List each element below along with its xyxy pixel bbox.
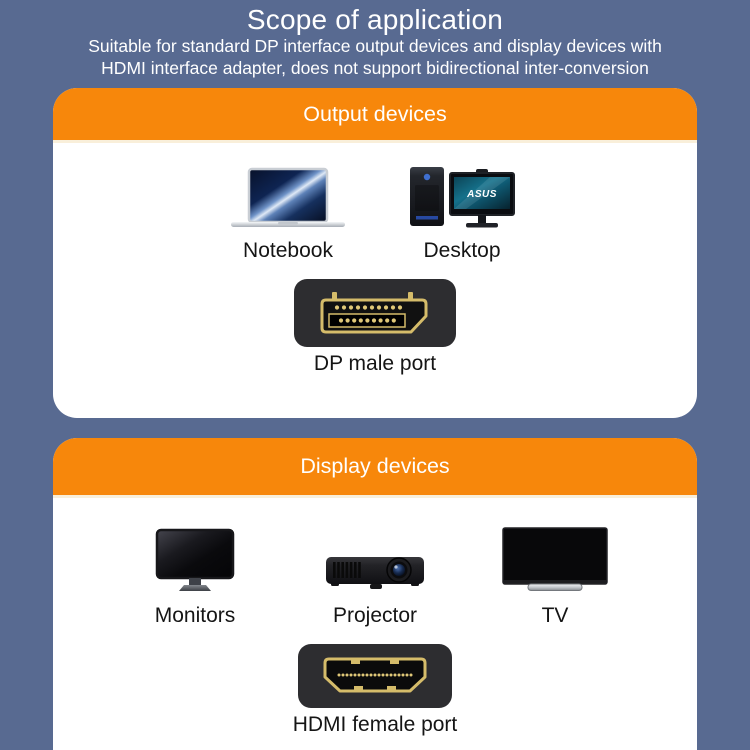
notebook-label: Notebook: [243, 239, 333, 262]
display-devices-card: [53, 438, 697, 750]
tv-art: [480, 526, 630, 592]
hdmi-female-port-icon: [298, 644, 452, 708]
dp-port-figure: [53, 279, 697, 376]
output-device-row: [53, 143, 697, 263]
page-subtitle-line1: Suitable for standard DP interface output devices and display devices with: [88, 36, 662, 56]
desktop-art: [382, 165, 542, 229]
output-devices-header: Output devices: [53, 88, 697, 143]
monitor-figure: [120, 526, 270, 628]
notebook-art: [208, 165, 368, 229]
monitor-art: [120, 526, 270, 592]
hdmi-port-figure: [53, 644, 697, 737]
projector-figure: [300, 526, 450, 628]
projector-art: [300, 526, 450, 592]
tv-figure: [480, 526, 630, 628]
display-device-row: [53, 498, 697, 628]
output-devices-body: [53, 143, 697, 376]
page-title: Scope of application: [246, 4, 504, 35]
asus-logo-text: ASUS: [467, 189, 497, 200]
dp-port-label: DP male port: [313, 352, 437, 375]
projector-label: Projector: [332, 604, 418, 627]
projector-icon: [323, 550, 427, 592]
dp-male-port-icon: [294, 279, 456, 347]
hdmi-port-label: HDMI female port: [292, 713, 458, 736]
monitor-label: Monitors: [154, 604, 236, 627]
display-devices-body: [53, 498, 697, 737]
desktop-pc-icon: [406, 165, 518, 229]
display-devices-header: Display devices: [53, 438, 697, 498]
desktop-label: Desktop: [423, 239, 501, 262]
tv-label: TV: [541, 604, 569, 627]
notebook-icon: [229, 167, 347, 229]
page-subtitle-line2: HDMI interface adapter, does not support bidirectional inter-conversion: [101, 57, 649, 78]
output-devices-card: [53, 88, 697, 418]
monitor-icon: [155, 528, 235, 592]
tv-icon: [501, 526, 609, 592]
desktop-figure: [382, 165, 542, 263]
notebook-figure: [208, 165, 368, 263]
